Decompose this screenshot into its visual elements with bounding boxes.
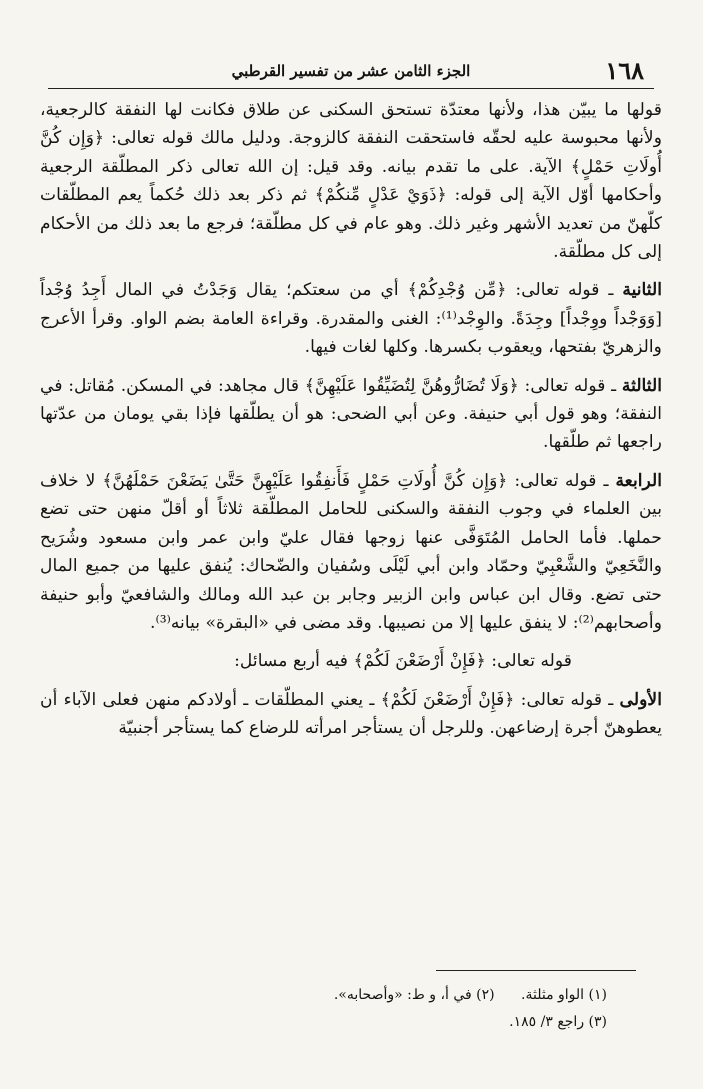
paragraph: الثانية ـ قوله تعالى: ﴿مِّن وُجْدِكُمْ﴾ أي من سعتكم؛ يقال وَجَدْتُ في المال أَجِدُ وُجْداً [وَوَجْداً ووِجْداً] وجِدَةً. والوِجْد⁽¹⁾: الغنى والمقدرة. وقراءة العامة بضم الواو. وقرأ الأعرج والزهريّ بفتحها، ويعقوب بكسرها. وكلها لغات فيها. — [40, 280, 662, 358]
paragraph: قولها ما يبيّن هذا، ولأنها معتدّة تستحق السكنى عن طلاق فكانت لها النفقة كالرجعية، ولأنها محبوسة عليه لحقّه فاستحقت النفقة كالزوجة. ودليل مالك قوله تعالى: ﴿وَإِن كُنَّ أُولَاتِ حَمْلٍ﴾ الآية. على ما تقدم بيانه. وقد قيل: إن الله تعالى ذكر المطلّقة الرجعية وأحكامها أوّل الآية إلى قوله: ﴿ذَوَيْ عَدْلٍ مِّنكُمْ﴾ ثم ذكر بعد ذلك حُكماً يعم المطلّقات كلّهنّ من تعديد الأشهر وغير ذلك. وهو عام في كل مطلّقة؛ فرجع ما بعد ذلك من الأحكام إلى كل مطلّقة. — [40, 100, 662, 263]
footnote-row — [187, 982, 607, 1009]
section-heading: الثانية — [622, 280, 662, 301]
paragraph: الرابعة ـ قوله تعالى: ﴿وَإِن كُنَّ أُولَاتِ حَمْلٍ فَأَنفِقُوا عَلَيْهِنَّ حَتَّىٰ يَضَعْنَ حَمْلَهُنَّ﴾ لا خلاف بين العلماء في وجوب النفقة والسكنى للحامل المطلّقة ثلاثاً أو أقلّ منهن حتى تضع حملها. فأما الحامل المُتَوَفَّى عنها زوجها فقال عليّ وابن عمر وابن مسعود وشُرَيح والنَّخَعِيّ والشَّعْبِيّ وحمّاد وابن أبي لَيْلَى وسُفيان والضّحاك: يُنفق عليها من جميع المال حتى تضع. وقال ابن عباس وابن الزبير وجابر بن عبد الله ومالك والشافعيّ وأبو حنيفة وأصحابهم⁽²⁾: لا ينفق عليها إلا من نصيبها. وقد مضى في «البقرة» بيانه⁽³⁾. — [40, 470, 662, 633]
paragraph: الأولى ـ قوله تعالى: ﴿فَإِنْ أَرْضَعْنَ لَكُمْ﴾ ـ يعني المطلّقات ـ أولادكم منهن فعلى الآباء أن يعطوهنّ أجرة إرضاعهن. وللرجل أن يستأجر امرأته للرضاع كما يستأجر أجنبيّة — [40, 689, 662, 739]
footnote-row — [187, 1009, 607, 1036]
page-header — [48, 52, 654, 86]
footnotes — [187, 982, 607, 1036]
section-heading: الرابعة — [615, 470, 662, 491]
running-title: الجزء الثامن عشر من تفسير القرطبي — [231, 62, 471, 80]
paragraph: قوله تعالى: ﴿فَإِنْ أَرْضَعْنَ لَكُمْ﴾ فيه أربع مسائل: — [234, 651, 572, 672]
section-heading: الأولى — [619, 689, 662, 710]
footnote: (٣) راجع ٣/ ١٨٥. — [509, 1014, 607, 1030]
section-heading: الثالثة — [621, 375, 662, 396]
footnote-rule — [436, 970, 636, 971]
header-rule — [48, 88, 654, 89]
footnote: (٢) في أ، و ط: «وأصحابه». — [333, 987, 495, 1003]
footnote: (١) الواو مثلثة. — [521, 987, 607, 1003]
main-text — [40, 96, 662, 751]
paragraph: الثالثة ـ قوله تعالى: ﴿وَلَا تُضَارُّوهُنَّ لِتُضَيِّقُوا عَلَيْهِنَّ﴾ قال مجاهد: في المسكن. مُقاتل: في النفقة؛ وهو قول أبي حنيفة. وعن أبي الضحى: هو أن يطلّقها فإذا بقي يومان من عدّتها راجعها ثم طلّقها. — [40, 375, 662, 453]
page-number: ١٦٨ — [605, 56, 644, 85]
